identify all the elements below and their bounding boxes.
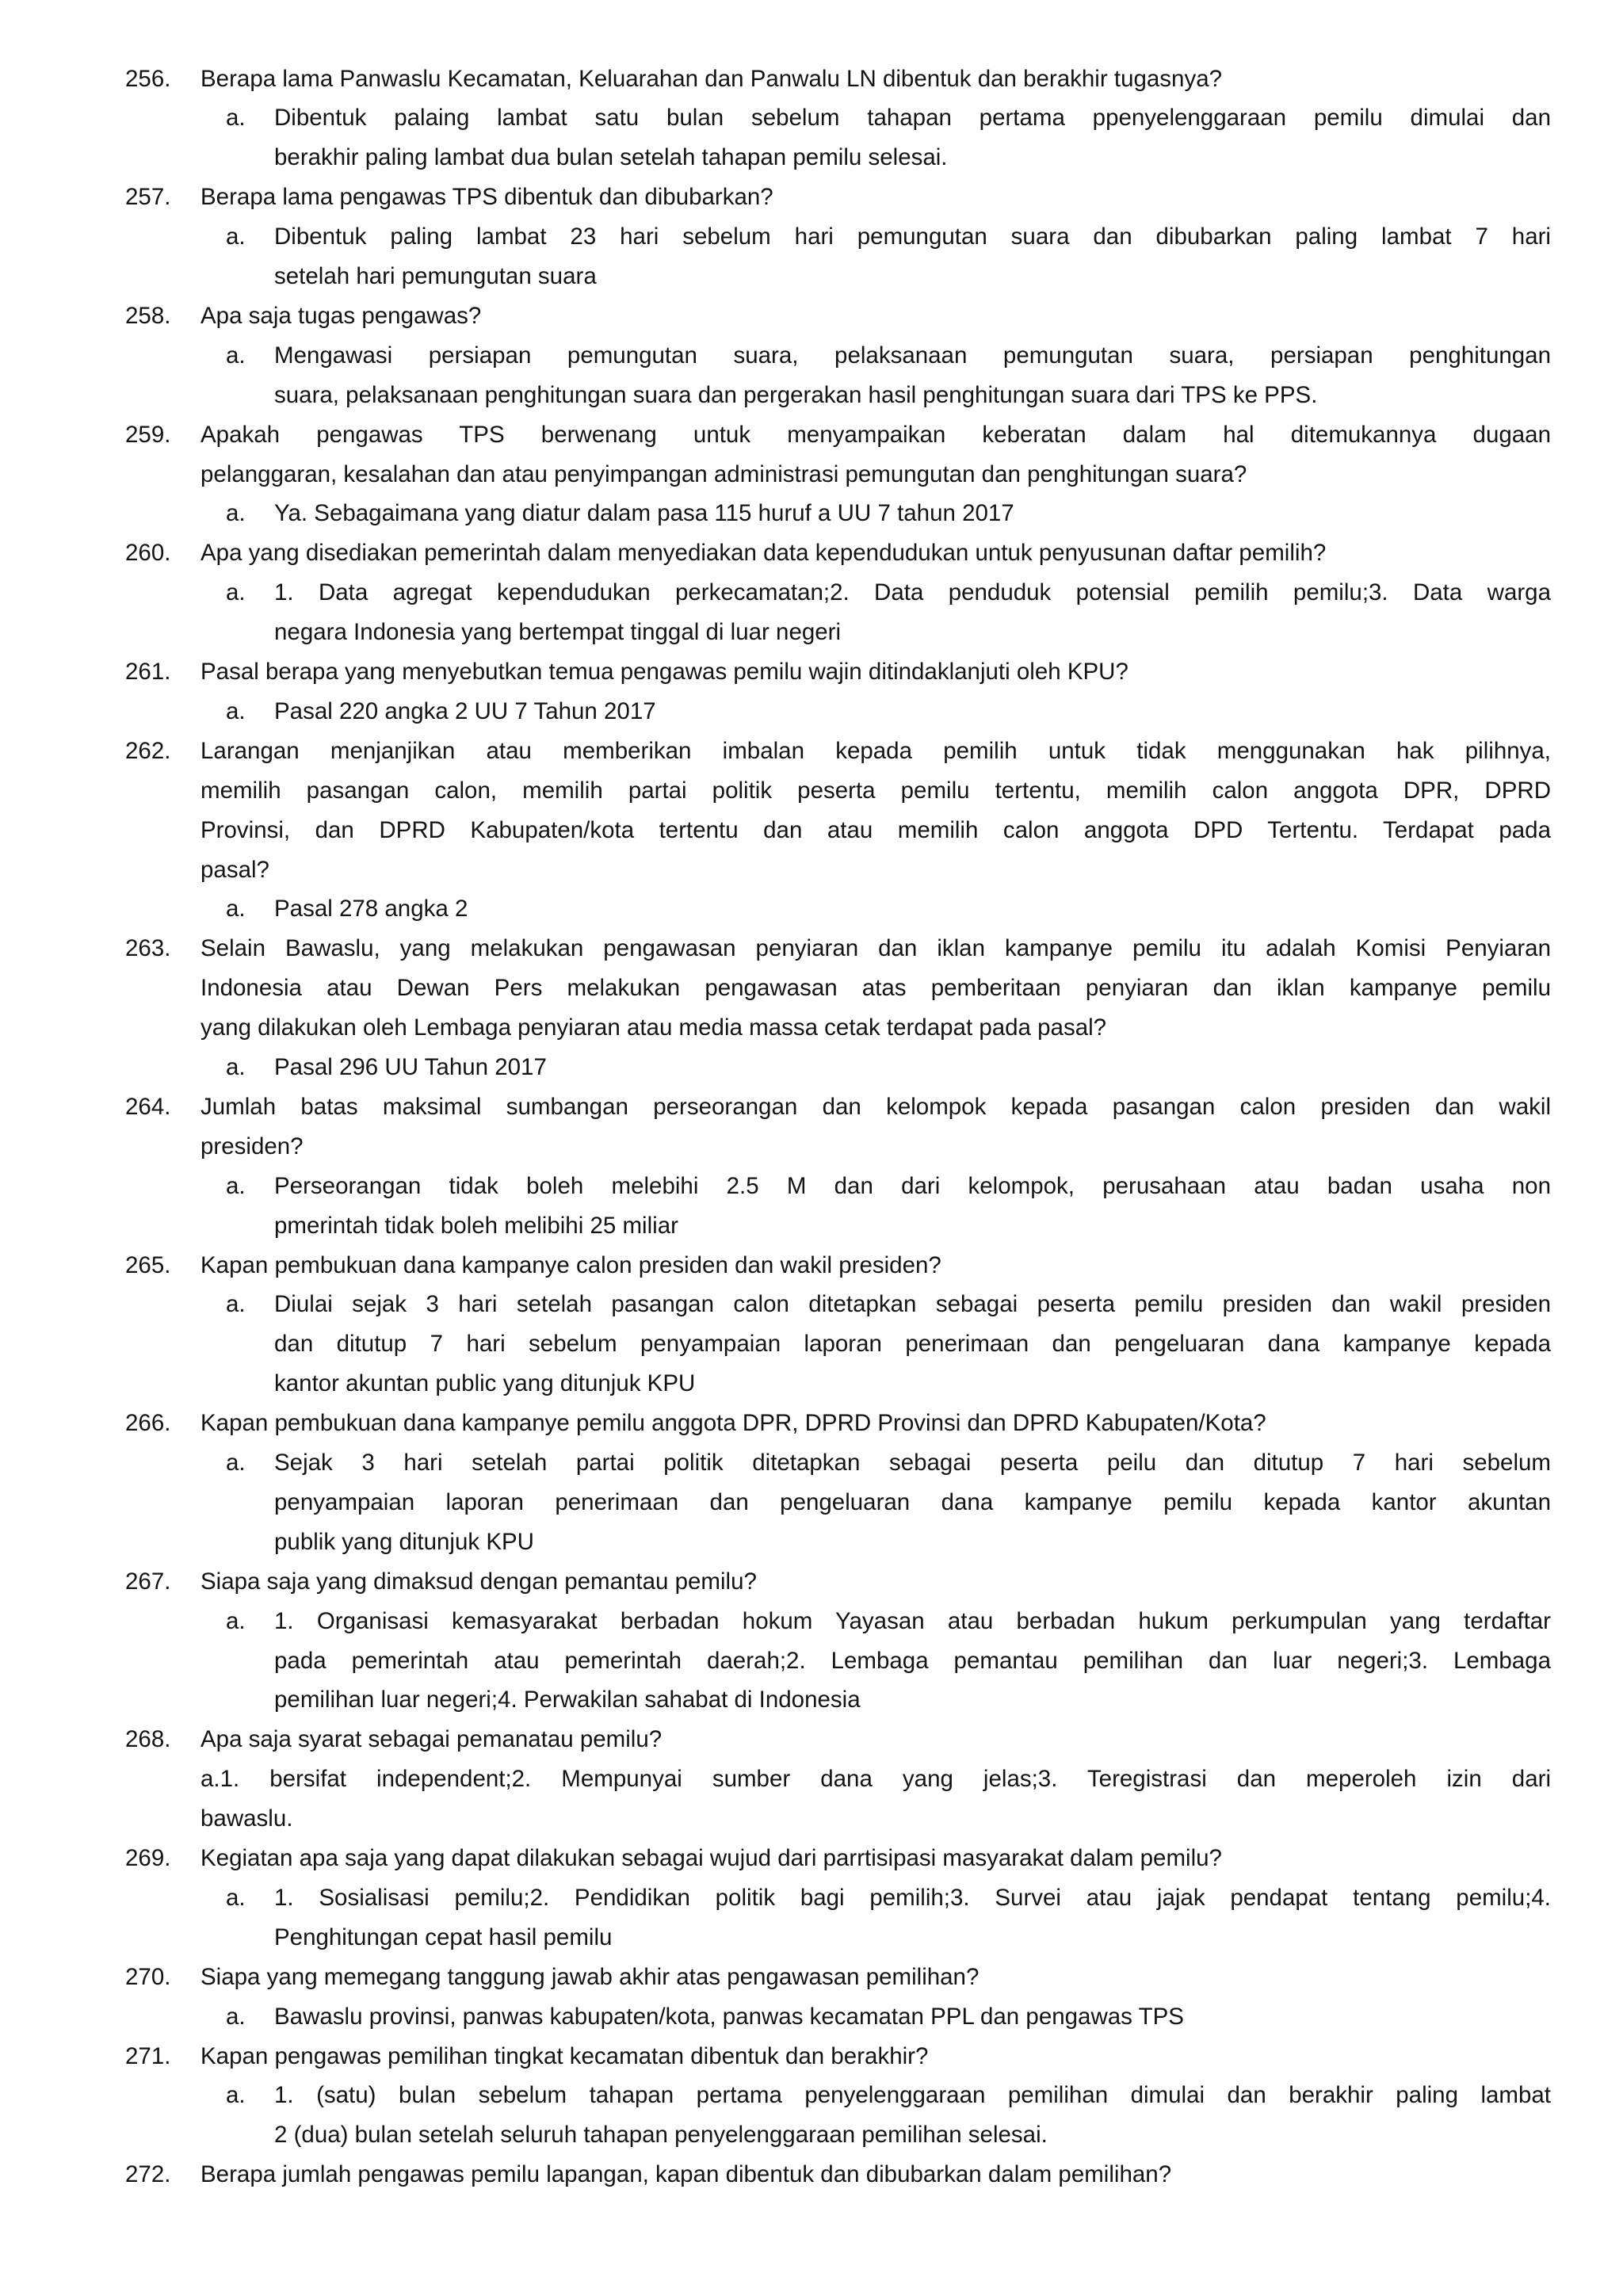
question-text: Berapa lama pengawas TPS dibentuk dan dibubarkan? <box>200 184 773 210</box>
answer-letter: a. <box>226 500 246 526</box>
answer-text: pada pemerintah atau pemerintah daerah;2. Lembaga pemantau pemilihan dan luar negeri;3. Lembaga <box>274 1648 1551 1674</box>
question-text: Kapan pengawas pemilihan tingkat kecamatan dibentuk dan berakhir? <box>200 2043 929 2069</box>
answer-text: Sejak 3 hari setelah partai politik ditetapkan sebagai peserta peilu dan ditutup 7 hari sebelum <box>274 1450 1551 1476</box>
answer-text: a.1. bersifat independent;2. Mempunyai sumber dana yang jelas;3. Teregistrasi dan meperoleh izin dari <box>200 1766 1551 1792</box>
question-number: 268. <box>125 1726 171 1752</box>
answer-text: pemilihan luar negeri;4. Perwakilan sahabat di Indonesia <box>274 1687 861 1713</box>
answer-text: Pasal 296 UU Tahun 2017 <box>274 1054 547 1080</box>
answer-text: Ya. Sebagaimana yang diatur dalam pasa 115 huruf a UU 7 tahun 2017 <box>274 500 1014 526</box>
answer-text: Mengawasi persiapan pemungutan suara, pelaksanaan pemungutan suara, persiapan penghitungan <box>274 342 1551 369</box>
answer-text: Pasal 220 angka 2 UU 7 Tahun 2017 <box>274 698 656 724</box>
question-number: 258. <box>125 303 171 329</box>
answer-text: suara, pelaksanaan penghitungan suara dan pergerakan hasil penghitungan suara dari TPS ke PPS. <box>274 382 1318 408</box>
answer-text: 1. (satu) bulan sebelum tahapan pertama penyelenggaraan pemilihan dimulai dan berakhir paling lambat <box>274 2082 1551 2108</box>
answer-text: bawaslu. <box>200 1805 293 1832</box>
answer-text: 2 (dua) bulan setelah seluruh tahapan penyelenggaraan pemilihan selesai. <box>274 2122 1048 2148</box>
question-number: 267. <box>125 1568 171 1595</box>
question-text: pelanggaran, kesalahan dan atau penyimpangan administrasi pemungutan dan penghitungan suara? <box>200 461 1247 487</box>
answer-letter: a. <box>226 698 246 724</box>
question-text: Indonesia atau Dewan Pers melakukan pengawasan atas pemberitaan penyiaran dan iklan kampanye pemilu <box>200 975 1551 1001</box>
answer-letter: a. <box>226 105 246 131</box>
question-number: 256. <box>125 66 171 92</box>
question-number: 265. <box>125 1252 171 1278</box>
question-text: Siapa yang memegang tanggung jawab akhir atas pengawasan pemilihan? <box>200 1964 980 1990</box>
answer-letter: a. <box>226 2082 246 2108</box>
answer-text: 1. Data agregat kependudukan perkecamatan;2. Data penduduk potensial pemilih pemilu;3. Data warga <box>274 579 1551 606</box>
answer-text: penyampaian laporan penerimaan dan pengeluaran dana kampanye pemilu kepada kantor akuntan <box>274 1489 1551 1515</box>
answer-text: berakhir paling lambat dua bulan setelah tahapan pemilu selesai. <box>274 144 948 170</box>
question-text: Apa yang disediakan pemerintah dalam menyediakan data kependudukan untuk penyusunan daftar pemilih? <box>200 540 1327 566</box>
answer-text: Perseorangan tidak boleh melebihi 2.5 M dan dari kelompok, perusahaan atau badan usaha non <box>274 1173 1551 1199</box>
question-text: Apakah pengawas TPS berwenang untuk menyampaikan keberatan dalam hal ditemukannya dugaan <box>200 422 1551 448</box>
question-text: yang dilakukan oleh Lembaga penyiaran atau media massa cetak terdapat pada pasal? <box>200 1014 1107 1041</box>
answer-text: Bawaslu provinsi, panwas kabupaten/kota, panwas kecamatan PPL dan pengawas TPS <box>274 2004 1184 2030</box>
question-number: 260. <box>125 540 171 566</box>
question-text: presiden? <box>200 1133 304 1159</box>
answer-text: negara Indonesia yang bertempat tinggal di luar negeri <box>274 619 842 645</box>
answer-letter: a. <box>226 2004 246 2030</box>
answer-text: setelah hari pemungutan suara <box>274 263 597 289</box>
answer-text: publik yang ditunjuk KPU <box>274 1529 534 1555</box>
answer-text: pmerintah tidak boleh melibihi 25 miliar <box>274 1213 678 1239</box>
question-number: 264. <box>125 1094 171 1120</box>
answer-letter: a. <box>226 1450 246 1476</box>
answer-text: kantor akuntan public yang ditunjuk KPU <box>274 1370 696 1396</box>
question-number: 266. <box>125 1410 171 1436</box>
question-text: Kapan pembukuan dana kampanye calon presiden dan wakil presiden? <box>200 1252 941 1278</box>
question-text: Apa saja syarat sebagai pemanatau pemilu? <box>200 1726 663 1752</box>
question-number: 262. <box>125 738 171 764</box>
answer-text: 1. Organisasi kemasyarakat berbadan hokum Yayasan atau berbadan hukum perkumpulan yang terdaftar <box>274 1608 1551 1634</box>
question-number: 270. <box>125 1964 171 1990</box>
answer-letter: a. <box>226 896 246 922</box>
question-text: Selain Bawaslu, yang melakukan pengawasan penyiaran dan iklan kampanye pemilu itu adalah Komisi Penyiaran <box>200 935 1551 961</box>
question-text: Larangan menjanjikan atau memberikan imbalan kepada pemilih untuk tidak menggunakan hak pilihnya, <box>200 738 1551 764</box>
answer-letter: a. <box>226 342 246 369</box>
answer-text: Diulai sejak 3 hari setelah pasangan calon ditetapkan sebagai peserta pemilu presiden dan wakil presiden <box>274 1291 1551 1317</box>
question-text: Kegiatan apa saja yang dapat dilakukan sebagai wujud dari parrtisipasi masyarakat dalam pemilu? <box>200 1845 1222 1871</box>
question-number: 257. <box>125 184 171 210</box>
question-text: Apa saja tugas pengawas? <box>200 303 482 329</box>
answer-letter: a. <box>226 1173 246 1199</box>
answer-text: dan ditutup 7 hari sebelum penyampaian laporan penerimaan dan pengeluaran dana kampanye kepada <box>274 1331 1551 1357</box>
answer-text: Pasal 278 angka 2 <box>274 896 468 922</box>
answer-text: Penghitungan cepat hasil pemilu <box>274 1924 613 1950</box>
answer-letter: a. <box>226 1054 246 1080</box>
question-text: Berapa jumlah pengawas pemilu lapangan, kapan dibentuk dan dibubarkan dalam pemilihan? <box>200 2161 1172 2187</box>
question-number: 269. <box>125 1845 171 1871</box>
question-text: Provinsi, dan DPRD Kabupaten/kota tertentu dan atau memilih calon anggota DPD Tertentu. Terdapat pada <box>200 817 1551 843</box>
question-text: Berapa lama Panwaslu Kecamatan, Keluarahan dan Panwalu LN dibentuk dan berakhir tugasnya? <box>200 66 1223 92</box>
answer-letter: a. <box>226 1885 246 1911</box>
question-text: Siapa saja yang dimaksud dengan pemantau pemilu? <box>200 1568 757 1595</box>
question-number: 272. <box>125 2161 171 2187</box>
answer-text: Dibentuk paling lambat 23 hari sebelum hari pemungutan suara dan dibubarkan paling lambat 7 hari <box>274 223 1551 250</box>
answer-text: 1. Sosialisasi pemilu;2. Pendidikan politik bagi pemilih;3. Survei atau jajak pendapat tentang pemilu;4. <box>274 1885 1551 1911</box>
answer-letter: a. <box>226 223 246 250</box>
question-text: memilih pasangan calon, memilih partai politik peserta pemilu tertentu, memilih calon anggota DPR, DPRD <box>200 777 1551 804</box>
question-text: Pasal berapa yang menyebutkan temua pengawas pemilu wajin ditindaklanjuti oleh KPU? <box>200 659 1128 685</box>
question-number: 271. <box>125 2043 171 2069</box>
question-number: 263. <box>125 935 171 961</box>
answer-letter: a. <box>226 579 246 606</box>
question-number: 261. <box>125 659 171 685</box>
question-text: Jumlah batas maksimal sumbangan perseorangan dan kelompok kepada pasangan calon presiden dan wakil <box>200 1094 1551 1120</box>
answer-letter: a. <box>226 1608 246 1634</box>
question-text: pasal? <box>200 857 269 883</box>
question-number: 259. <box>125 422 171 448</box>
question-text: Kapan pembukuan dana kampanye pemilu anggota DPR, DPRD Provinsi dan DPRD Kabupaten/Kota? <box>200 1410 1266 1436</box>
answer-text: Dibentuk palaing lambat satu bulan sebelum tahapan pertama ppenyelenggaraan pemilu dimulai dan <box>274 105 1551 131</box>
answer-letter: a. <box>226 1291 246 1317</box>
